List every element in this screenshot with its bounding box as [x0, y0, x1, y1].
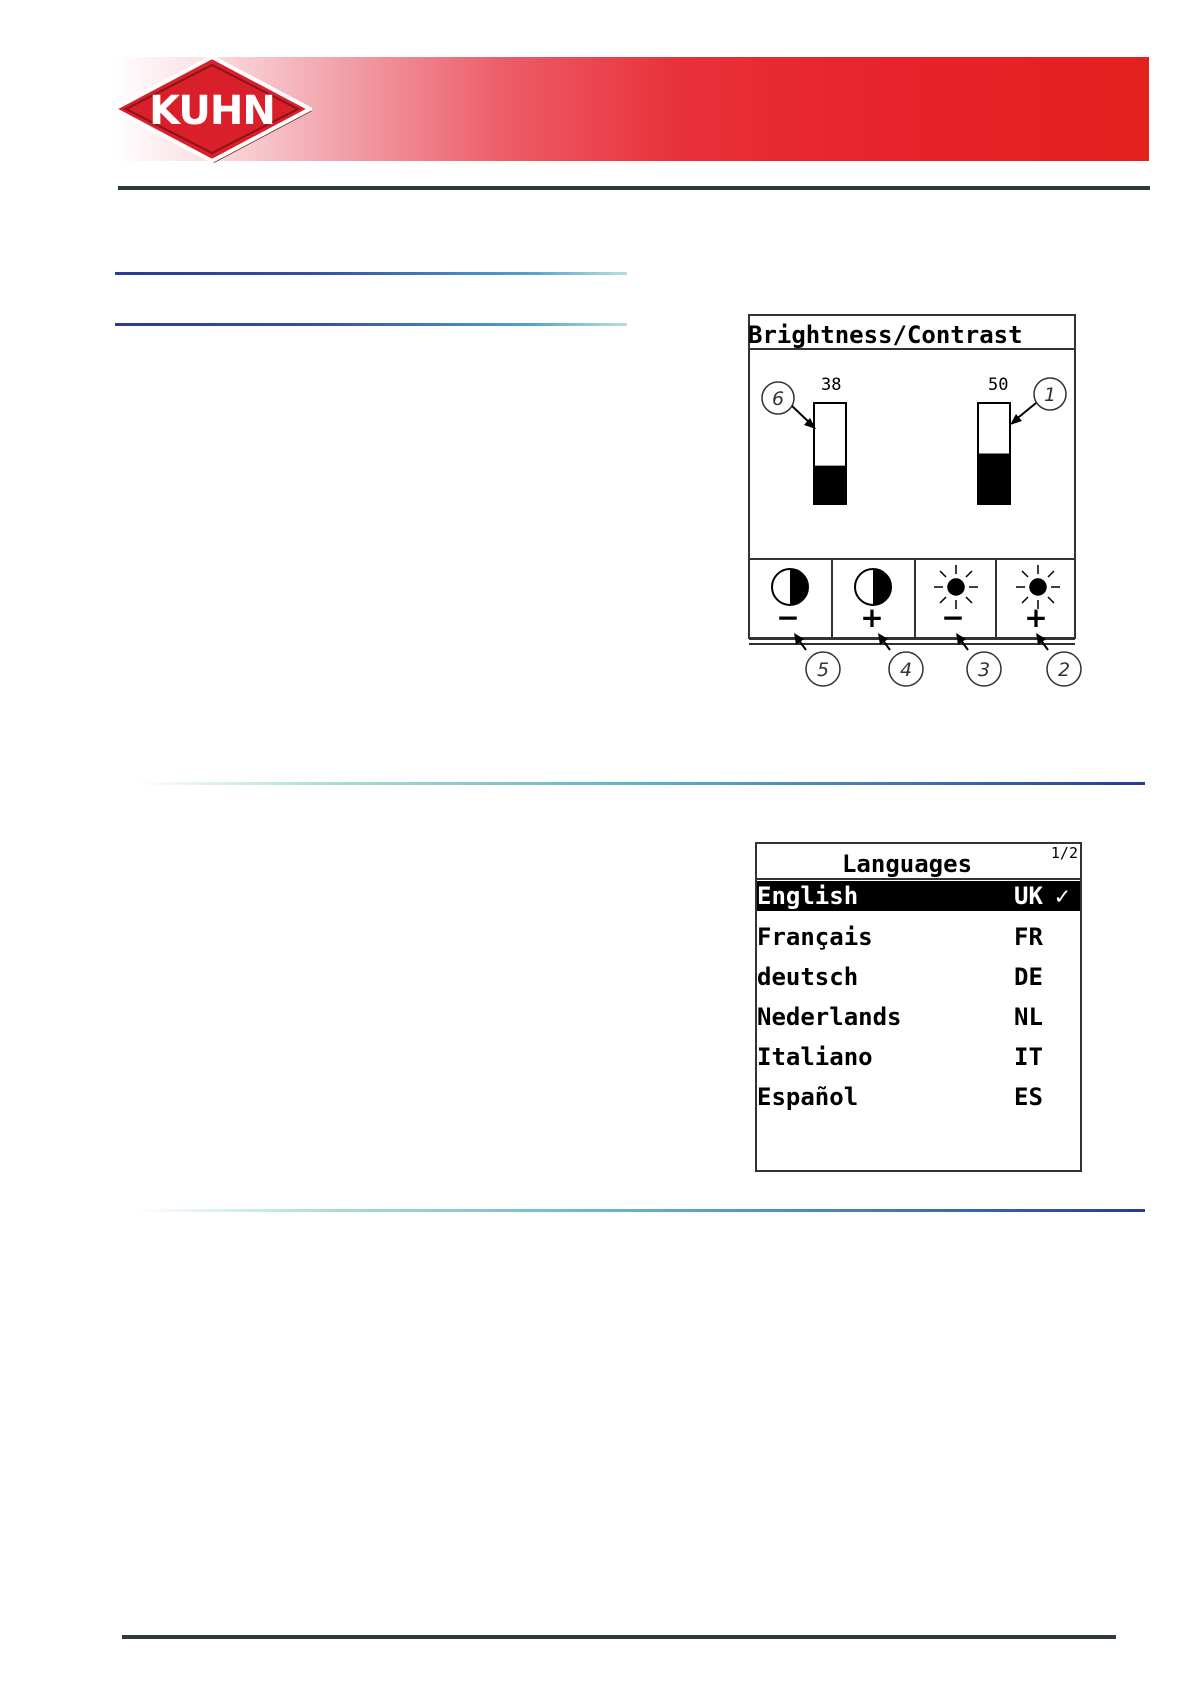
language-item-nederlands[interactable]	[757, 1002, 1080, 1032]
callout-4	[878, 633, 923, 686]
callout-2	[1036, 633, 1081, 686]
title-divider	[757, 878, 1080, 880]
language-item-english[interactable]	[757, 881, 1080, 911]
svg-text:5: 5	[816, 659, 830, 681]
language-code: NL	[1014, 1003, 1043, 1031]
language-code: UK	[1014, 882, 1043, 910]
languages-screen	[755, 842, 1082, 1172]
svg-text:−: −	[941, 601, 965, 634]
left-bar-value: 38	[821, 375, 842, 395]
language-name: Italiano	[757, 1043, 873, 1071]
language-item-francais[interactable]	[757, 922, 1080, 952]
section-rule	[135, 1209, 1145, 1212]
screen-title: Brightness/Contrast	[748, 321, 1023, 349]
checkmark-icon: ✓	[1055, 882, 1070, 910]
header-divider	[118, 186, 1150, 190]
language-name: Nederlands	[757, 1003, 902, 1031]
language-name: deutsch	[757, 963, 859, 991]
svg-text:1: 1	[1043, 384, 1057, 406]
language-item-deutsch[interactable]	[757, 962, 1080, 992]
callout-5	[794, 633, 840, 686]
right-bar-value: 50	[988, 375, 1009, 395]
language-name: Français	[757, 923, 873, 951]
section-rule	[115, 323, 627, 326]
language-name: Español	[757, 1083, 859, 1111]
svg-text:3: 3	[977, 659, 991, 681]
callout-3	[956, 633, 1001, 686]
kuhn-logo	[112, 55, 312, 163]
language-name: English	[757, 882, 859, 910]
brightness-contrast-screen	[748, 313, 1088, 693]
language-code: DE	[1014, 963, 1043, 991]
language-code: FR	[1014, 923, 1043, 951]
svg-text:4: 4	[899, 659, 913, 681]
page-indicator: 1/2	[1050, 844, 1078, 862]
svg-text:2: 2	[1057, 659, 1071, 681]
svg-text:−: −	[776, 601, 800, 634]
section-rule	[135, 782, 1145, 785]
screen-title: Languages	[841, 850, 973, 878]
contrast-icon	[855, 569, 891, 605]
footer-divider	[122, 1635, 1116, 1639]
section-rule	[115, 272, 627, 275]
contrast-icon	[772, 569, 808, 605]
left-level-bar-fill	[814, 466, 846, 504]
language-code: IT	[1014, 1043, 1043, 1071]
right-level-bar-fill	[978, 454, 1010, 505]
svg-text:+: +	[1024, 601, 1048, 634]
logo-text: KUHN	[149, 88, 275, 134]
language-item-italiano[interactable]	[757, 1042, 1080, 1072]
svg-text:6: 6	[771, 388, 785, 410]
language-item-espanol[interactable]	[757, 1082, 1080, 1112]
language-code: ES	[1014, 1083, 1043, 1111]
svg-text:+: +	[860, 601, 884, 634]
